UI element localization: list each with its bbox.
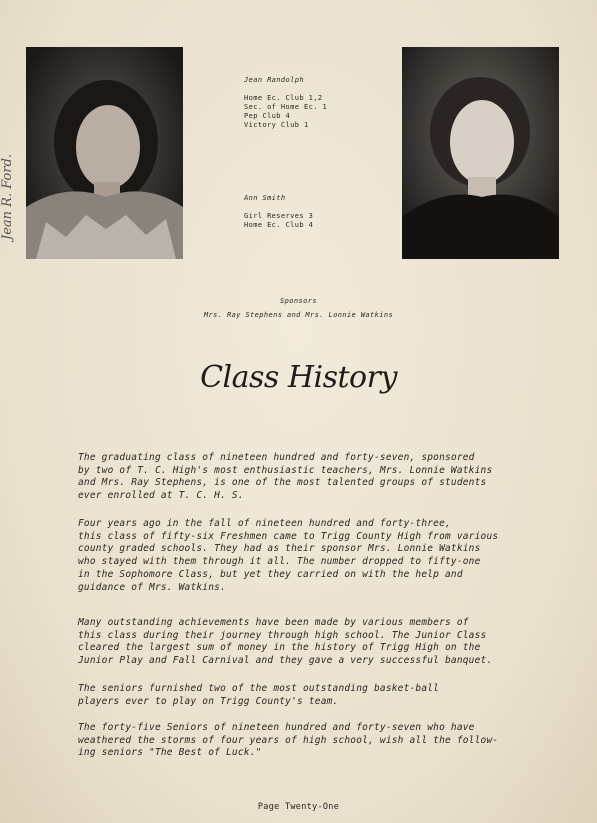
profile-jean-randolph: [244, 76, 327, 130]
portrait-jean-randolph: [26, 47, 183, 259]
text-line: guidance of Mrs. Watkins.: [78, 581, 226, 593]
text-line: ever enrolled at T. C. H. S.: [78, 490, 244, 502]
page-number: Page Twenty-One: [257, 802, 340, 812]
text-line: Four years ago in the fall of nineteen hundred and forty-three,: [78, 518, 451, 529]
student-name: Ann Smith: [244, 194, 286, 202]
text-line: The seniors furnished two of the most outstanding basket-ball: [78, 683, 440, 694]
text-line: county graded schools. They had as their sponsor Mrs. Lonnie Watkins: [78, 543, 481, 555]
portrait-ann-smith: [402, 47, 559, 259]
sponsors-names: Mrs. Ray Stephens and Mrs. Lonnie Watkins: [203, 311, 394, 319]
activity-line: Victory Club 1: [244, 121, 309, 129]
text-line: by two of T. C. High's most enthusiastic teachers, Mrs. Lonnie Watkins: [78, 464, 493, 476]
text-line: and Mrs. Ray Stephens, is one of the most talented groups of students: [78, 477, 487, 489]
history-paragraph: [78, 617, 542, 668]
text-line: cleared the largest sum of money in the history of Trigg High on the: [78, 642, 481, 654]
text-line: ing seniors "The Best of Luck.": [78, 747, 262, 759]
profile-ann-smith: [244, 194, 313, 230]
text-line: weathered the storms of four years of high school, wish all the follow-: [78, 734, 499, 746]
text-line: this class during their journey through high school. The Junior Class: [78, 629, 487, 641]
history-paragraph: [78, 683, 542, 708]
history-paragraph: [78, 452, 542, 503]
text-line: players ever to play on Trigg County's team.: [78, 695, 339, 707]
history-paragraph: [78, 518, 542, 594]
sponsors-label: Sponsors: [280, 297, 317, 305]
text-line: in the Sophomore Class, but yet they carried on with the help and: [78, 568, 463, 580]
activity-line: Sec. of Home Ec. 1: [244, 103, 328, 111]
handwritten-signature: Jean R. Ford.: [0, 153, 15, 240]
activity-line: Home Ec. Club 1,2: [244, 94, 323, 102]
text-line: Junior Play and Fall Carnival and they gave a very successful banquet.: [78, 655, 493, 667]
student-name: Jean Randolph: [244, 76, 304, 84]
text-line: this class of fifty-six Freshmen came to Trigg County High from various: [78, 530, 499, 542]
text-line: Many outstanding achievements have been made by various members of: [78, 617, 469, 628]
activity-line: Pep Club 4: [244, 112, 291, 120]
activity-line: Home Ec. Club 4: [244, 221, 314, 229]
text-line: who stayed with them through it all. The number dropped to fifty-one: [78, 556, 481, 568]
text-line: The graduating class of nineteen hundred and forty-seven, sponsored: [78, 452, 475, 463]
text-line: The forty-five Seniors of nineteen hundred and forty-seven who have: [78, 722, 475, 733]
activity-line: Girl Reserves 3: [244, 212, 314, 220]
history-paragraph: [78, 722, 542, 760]
page-title: Class History: [200, 360, 397, 395]
